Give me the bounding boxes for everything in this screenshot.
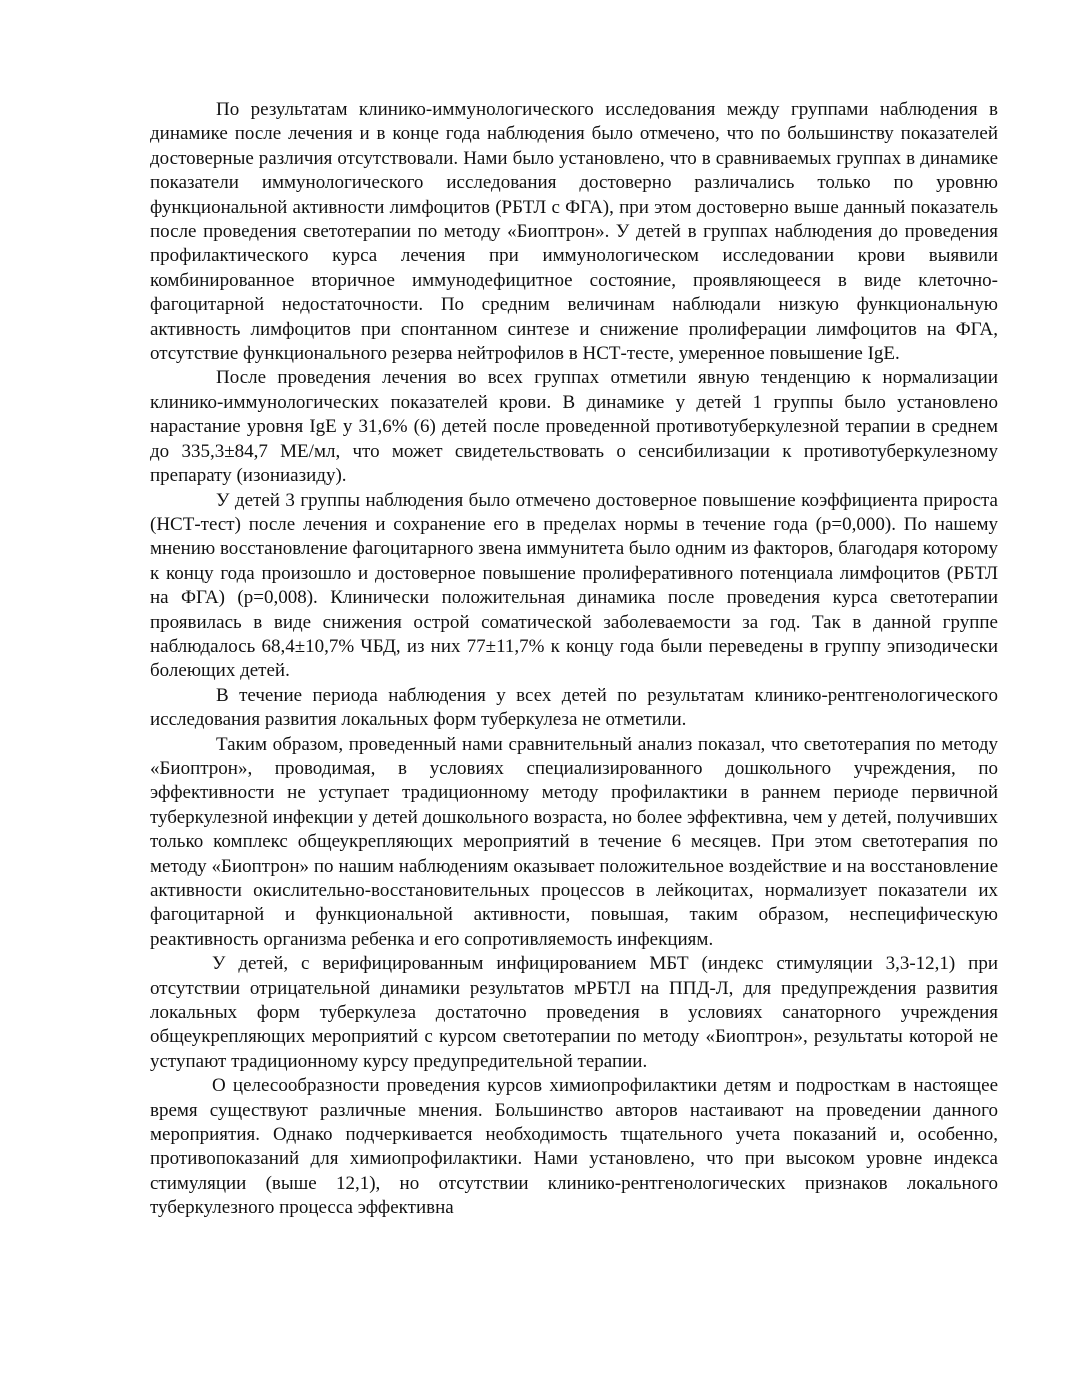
paragraph-immunology-results: По результатам клинико-иммунологического исследования между группами наблюдения в динамике после лечения и в конце года наблюдения было отмечено, что по большинству показателей достоверные различия отсутствовали. Нами было установлено, что в сравниваемых группах в динамике показатели иммунологического исследования достоверно различались только по уровню функциональной активности лимфоцитов (РБТЛ с ФГА), при этом достоверно выше данный показатель после проведения светотерапии по методу «Биоптрон». У детей в группах наблюдения до проведения профилактического курса лечения при иммунологическом исследовании крови выявили комбинированное вторичное иммунодефицитное состояние, проявляющееся в виде клеточно-фагоцитарной недостаточности. По средним величинам наблюдали низкую функциональную активность лимфоцитов при спонтанном синтезе и снижение пролиферации лимфоцитов на ФГА, отсутствие функционального резерва нейтрофилов в НСТ-тесте, умеренное повышение IgE. [150,99,998,365]
paragraph-group-3: У детей 3 группы наблюдения было отмечено достоверное повышение коэффициента прироста (НСТ-тест) после лечения и сохранение его в пределах нормы в течение года (р=0,000). По нашему мнению восстановление фагоцитарного звена иммунитета было одним из факторов, благодаря которому к концу года произошло и достоверное повышение пролиферативного потенциала лимфоцитов (РБТЛ на ФГА) (р=0,008). Клинически положительная динамика после проведения курса светотерапии проявилась в виде снижения острой соматической заболеваемости за год. Так в данной группе наблюдалось 68,4±10,7% ЧБД, из них 77±11,7% к концу года были переведены в группу эпизодически болеющих детей. [150,489,998,682]
paragraph-conclusion-bioptron: Таким образом, проведенный нами сравнительный анализ показал, что светотерапия по методу «Биоптрон», проводимая, в условиях специализированного дошкольного учреждения, по эффективности не уступает традиционному методу профилактики в раннем периоде первичной туберкулезной инфекции у детей дошкольного возраста, но более эффективна, чем у детей, получивших только комплекс общеукрепляющих мероприятий в течение 6 месяцев. При этом светотерапия по методу «Биоптрон» по нашим наблюдениям оказывает положительное воздействие и на восстановление активности окислительно-восстановительных процессов в лейкоцитах, нормализует показатели их фагоцитарной и функциональной активности, повышая, таким образом, неспецифическую реактивность организма ребенка и его сопротивляемость инфекциям. [150,733,998,950]
paragraph-observation-period: В течение периода наблюдения у всех детей по результатам клинико-рентгенологического исследования развития локальных форм туберкулеза не отметили. [150,684,998,731]
paragraph-verified-infection: У детей, с верифицированным инфицированием МБТ (индекс стимуляции 3,3-12,1) при отсутствии отрицательной динамики результатов мРБТЛ на ППД-Л, для предупреждения развития локальных форм туберкулеза достаточно проведения в условиях санаторного учреждения общеукрепляющих мероприятий с курсом светотерапии по методу «Биоптрон», результаты которой не уступают традиционному курсу предупредительной терапии. [150,953,998,1072]
paragraph-chemoprophylaxis: О целесообразности проведения курсов химиопрофилактики детям и подросткам в настоящее время существуют различные мнения. Большинство авторов настаивают на проведении данного мероприятия. Однако подчеркивается необходимость тщательного учета показаний и, особенно, противопоказаний для химиопрофилактики. Нами установлено, что при высоком уровне индекса стимуляции (выше 12,1), но отсутствии клинико-рентгенологических признаков локального туберкулезного процесса эффективна [150,1075,998,1219]
paragraph-after-treatment: После проведения лечения во всех группах отметили явную тенденцию к нормализации клинико-иммунологических показателей крови. В динамике у детей 1 группы было установлено нарастание уровня IgE у 31,6% (6) детей после проведенной противотуберкулезной терапии в среднем до 335,3±84,7 МЕ/мл, что может свидетельствовать о сенсибилизации к противотуберкулезному препарату (изониазиду). [150,367,998,487]
document-page [150,98,998,1221]
